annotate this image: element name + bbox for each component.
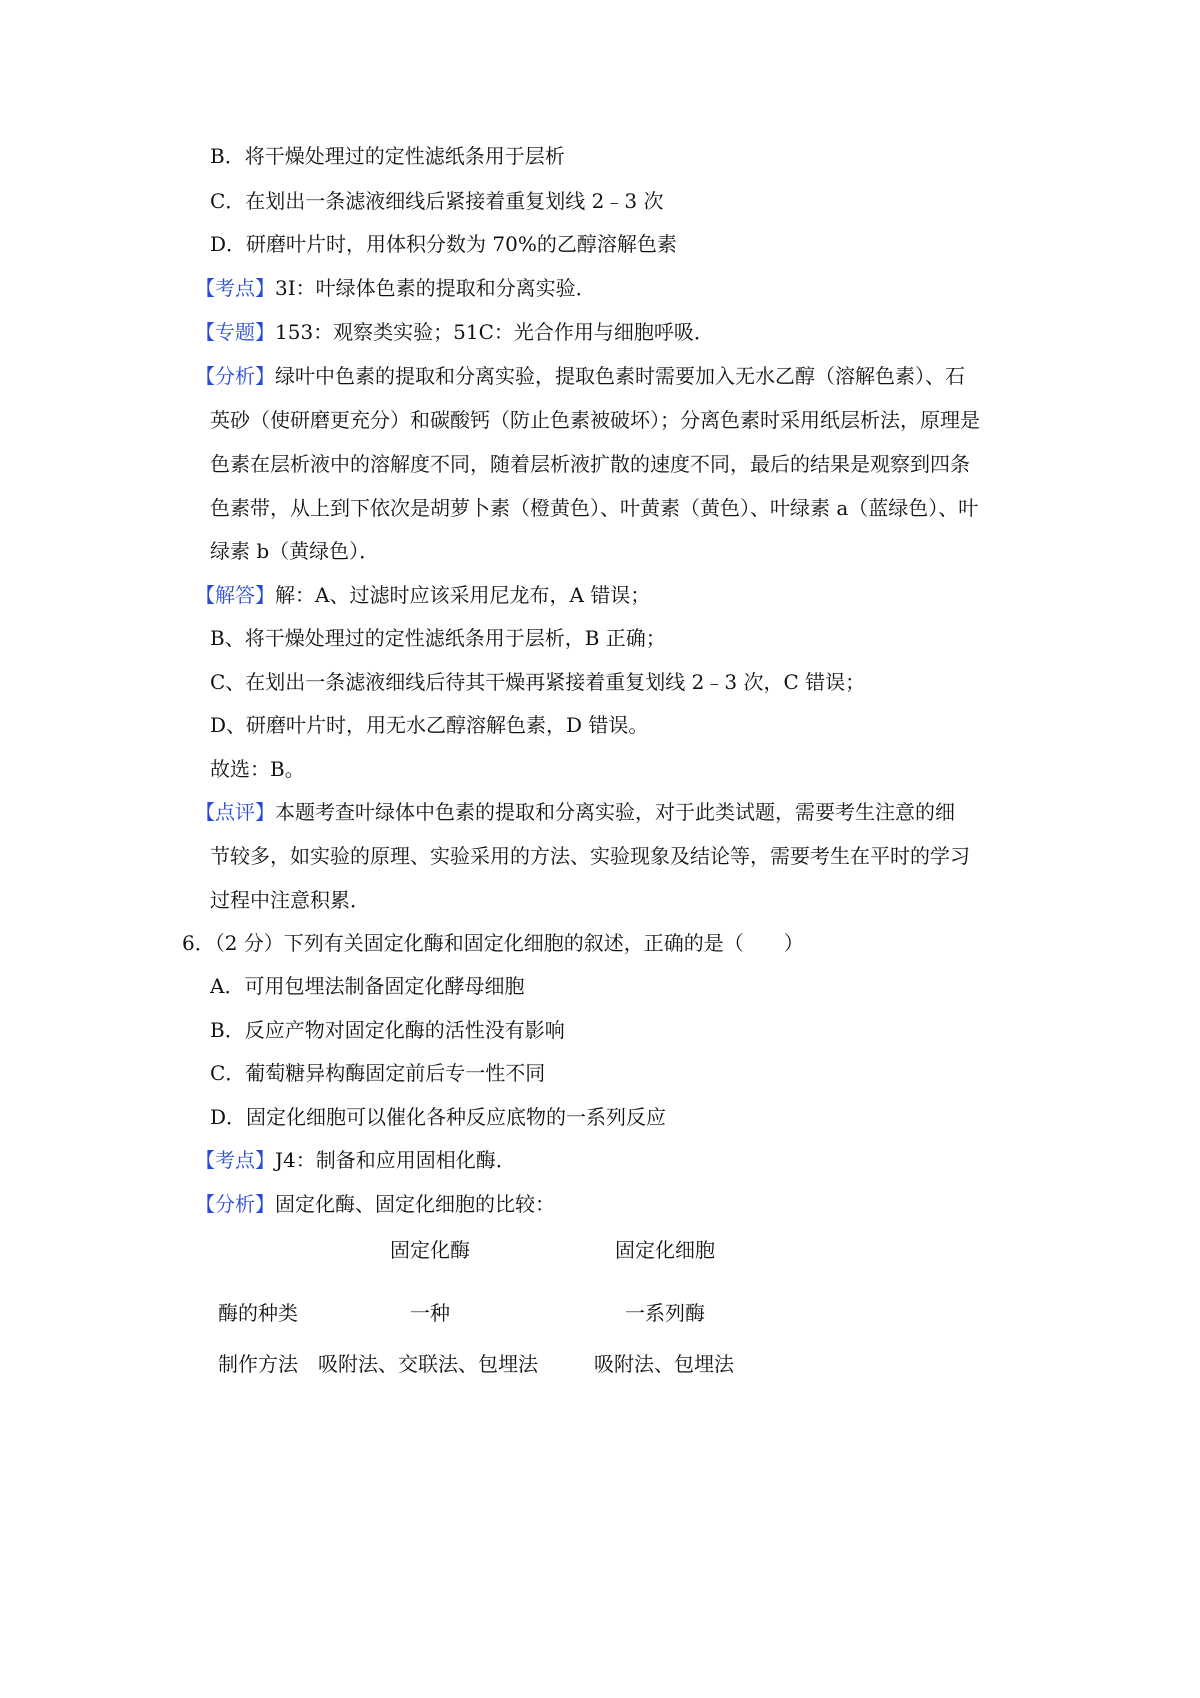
option-b: B．将干燥处理过的定性滤纸条用于层析 <box>210 144 565 168</box>
table-row-label: 酶的种类 <box>218 1301 298 1325</box>
answer-line: 故选：B。 <box>210 757 305 781</box>
jieda-line: C、在划出一条滤液细线后待其干燥再紧接着重复划线 2﹣3 次，C 错误； <box>210 670 866 694</box>
table-header-enzyme: 固定化酶 <box>390 1238 470 1262</box>
table-cell: 一种 <box>410 1301 450 1325</box>
kaodian-text: 3I：叶绿体色素的提取和分离实验． <box>275 276 596 300</box>
jieda-first: 解：A、过滤时应该采用尼龙布，A 错误； <box>275 583 651 607</box>
fenxi-line: 英砂（使研磨更充分）和碳酸钙（防止色素被破坏）；分离色素时采用纸层析法，原理是 <box>210 408 980 432</box>
q6-option-d: D．固定化细胞可以催化各种反应底物的一系列反应 <box>210 1105 667 1129</box>
jieda-line: B、将干燥处理过的定性滤纸条用于层析，B 正确； <box>210 626 666 650</box>
fenxi-tag: 【分析】 <box>195 364 275 388</box>
fenxi-line: 绿素 b（黄绿色）． <box>210 539 380 563</box>
q6-fenxi-text: 固定化酶、固定化细胞的比较： <box>275 1192 555 1216</box>
jieda-row <box>195 581 650 609</box>
kaodian-row <box>195 274 596 302</box>
q6-kaodian-tag: 【考点】 <box>195 1148 275 1172</box>
fenxi-row <box>195 362 965 390</box>
table-header-cell: 固定化细胞 <box>615 1238 715 1262</box>
zhuanti-tag: 【专题】 <box>195 320 275 344</box>
q6-option-b: B．反应产物对固定化酶的活性没有影响 <box>210 1018 565 1042</box>
dianping-line: 过程中注意积累． <box>210 888 370 912</box>
table-row-label: 制作方法 <box>218 1352 298 1376</box>
fenxi-line: 色素在层析液中的溶解度不同，随着层析液扩散的速度不同，最后的结果是观察到四条 <box>210 452 970 476</box>
option-d: D．研磨叶片时，用体积分数为 70%的乙醇溶解色素 <box>210 232 677 256</box>
q6-fenxi-tag: 【分析】 <box>195 1192 275 1216</box>
q6-fenxi-row <box>195 1190 555 1218</box>
dianping-tag: 【点评】 <box>195 800 275 824</box>
q6-kaodian-row <box>195 1146 516 1174</box>
jieda-tag: 【解答】 <box>195 583 275 607</box>
table-cell: 一系列酶 <box>625 1301 705 1325</box>
dianping-line: 节较多，如实验的原理、实验采用的方法、实验现象及结论等，需要考生在平时的学习 <box>210 844 970 868</box>
q6-kaodian-text: J4：制备和应用固相化酶． <box>275 1148 516 1172</box>
q6-option-a: A．可用包埋法制备固定化酵母细胞 <box>210 974 525 998</box>
jieda-line: D、研磨叶片时，用无水乙醇溶解色素，D 错误。 <box>210 713 649 737</box>
fenxi-line: 绿叶中色素的提取和分离实验，提取色素时需要加入无水乙醇（溶解色素）、石 <box>275 364 965 388</box>
table-cell: 吸附法、交联法、包埋法 <box>318 1352 538 1376</box>
fenxi-line: 色素带，从上到下依次是胡萝卜素（橙黄色）、叶黄素（黄色）、叶绿素 a（蓝绿色）、叶 <box>210 496 979 520</box>
q6-option-c: C．葡萄糖异构酶固定前后专一性不同 <box>210 1061 546 1085</box>
zhuanti-text: 153：观察类实验；51C：光合作用与细胞呼吸． <box>275 320 714 344</box>
table-cell: 吸附法、包埋法 <box>594 1352 734 1376</box>
dianping-row <box>195 798 955 826</box>
option-c: C．在划出一条滤液细线后紧接着重复划线 2﹣3 次 <box>210 189 664 213</box>
dianping-line: 本题考查叶绿体中色素的提取和分离实验，对于此类试题，需要考生注意的细 <box>275 800 955 824</box>
zhuanti-row <box>195 318 714 346</box>
kaodian-tag: 【考点】 <box>195 276 275 300</box>
question-6-stem: 6．（2 分）下列有关固定化酶和固定化细胞的叙述，正确的是（ ） <box>182 931 804 955</box>
